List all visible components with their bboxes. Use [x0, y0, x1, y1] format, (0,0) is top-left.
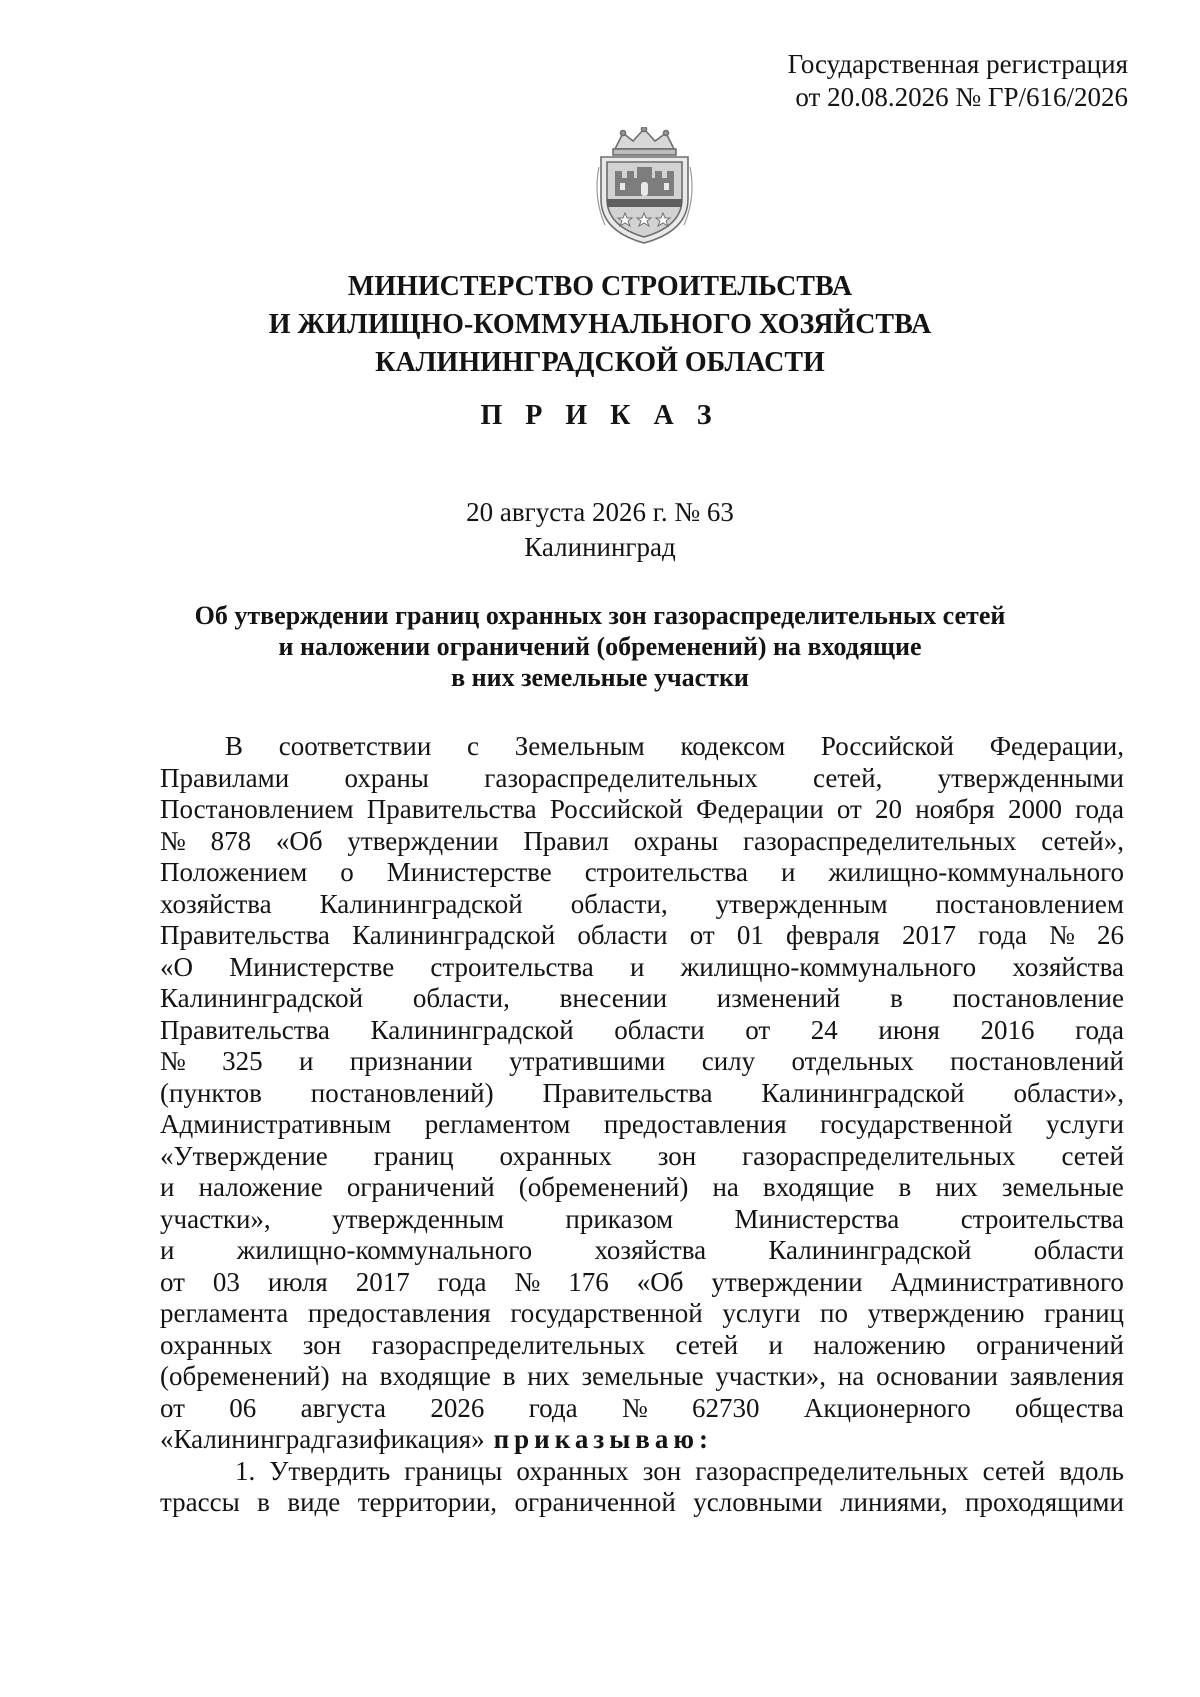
word: и: [781, 857, 796, 887]
body-line: [160, 1361, 1124, 1393]
word: 01: [736, 920, 764, 950]
word: области,: [570, 888, 668, 919]
word: основании: [876, 1361, 998, 1391]
order-date-block: [100, 495, 1100, 565]
word: Калининградской: [319, 888, 523, 919]
word: ограничений: [976, 1329, 1124, 1360]
word: жилищно-коммунального: [236, 1235, 533, 1265]
word: постановлений: [950, 1046, 1124, 1076]
word: 176: [568, 1266, 609, 1297]
word: июля: [267, 1266, 328, 1297]
word: области»,: [1013, 1077, 1124, 1108]
state-registration-stamp: [708, 48, 1128, 114]
body-line: [160, 826, 1124, 858]
word: охранных: [499, 1140, 612, 1171]
word: Акционерного: [803, 1392, 971, 1423]
word: жилищно-коммунального: [680, 951, 977, 982]
body-line: [160, 1015, 1124, 1047]
word: утвержденным: [715, 888, 888, 919]
word: зон: [642, 1455, 682, 1486]
word: от: [689, 920, 715, 950]
word: Земельным: [514, 731, 645, 761]
word: Калининградской: [761, 1077, 965, 1108]
word: по: [820, 1298, 848, 1328]
body-line: [160, 1046, 1124, 1078]
word: вдоль: [1059, 1455, 1124, 1486]
word: утратившими: [509, 1046, 666, 1076]
word: Калининградской: [370, 1014, 574, 1045]
word: Правилами: [160, 762, 290, 793]
word: газораспределительных: [742, 825, 1017, 856]
ministry-line-1: МИНИСТЕРСТВО СТРОИТЕЛЬСТВА: [347, 271, 853, 302]
word: наложение: [198, 1172, 323, 1202]
word: отдельных: [791, 1046, 914, 1076]
ministry-line-2: И ЖИЛИЩНО-КОММУНАЛЬНОГО ХОЗЯЙСТВА: [268, 309, 932, 340]
word: предоставления: [603, 1109, 787, 1139]
word: границы: [404, 1455, 503, 1486]
applicant-name: «Калининградгазификация»: [160, 1424, 485, 1454]
body-line-order-clause: [160, 1424, 1124, 1456]
word: 62730: [692, 1392, 760, 1423]
word: на: [341, 1361, 368, 1391]
word: государственной: [510, 1298, 703, 1328]
word: Правительства: [542, 1077, 713, 1108]
word: сетей: [1061, 1140, 1124, 1171]
word: Министерстве: [229, 951, 395, 982]
word: силу: [701, 1046, 756, 1076]
word: на: [837, 1361, 865, 1391]
word: внесении: [559, 983, 668, 1013]
order-subject: [100, 600, 1100, 693]
word: охранных: [160, 1329, 273, 1360]
word: в: [898, 1172, 912, 1202]
word: в: [890, 983, 903, 1013]
body-line: [160, 889, 1124, 921]
word: №: [1049, 920, 1075, 950]
word: сетей: [675, 1329, 739, 1360]
registration-label: Государственная регистрация: [787, 49, 1128, 79]
word: Административного: [890, 1266, 1124, 1297]
word: и: [768, 1329, 783, 1360]
word: трассы: [160, 1487, 240, 1517]
word: хозяйства: [594, 1235, 707, 1265]
word: Постановлением: [160, 794, 354, 824]
word: Федерации,: [989, 731, 1124, 761]
word: границ: [1044, 1298, 1124, 1328]
word: зон: [657, 1140, 697, 1171]
word: участки»,: [715, 1361, 827, 1391]
word: «Об: [636, 1266, 684, 1297]
word: утверждению: [867, 1298, 1025, 1328]
word: о: [340, 857, 354, 887]
word: ограничений: [346, 1172, 495, 1202]
word: хозяйства: [1012, 951, 1124, 982]
word: области: [1033, 1235, 1124, 1265]
registration-number: от 20.08.2026 № ГР/616/2026: [795, 82, 1128, 112]
word: Утвердить: [269, 1455, 391, 1486]
word: охраны: [344, 762, 429, 793]
word: входящие: [763, 1172, 875, 1202]
body-line: [160, 763, 1124, 795]
word: государственной: [820, 1109, 1013, 1139]
word: виде: [287, 1487, 341, 1517]
word: августа: [300, 1392, 387, 1423]
word: газораспределительных: [484, 762, 758, 793]
word: от: [160, 1392, 185, 1423]
word: в: [502, 1361, 516, 1391]
word: (обременений): [160, 1361, 330, 1391]
word: условными: [693, 1487, 823, 1517]
word: газораспределительных: [742, 1140, 1016, 1171]
body-line: [160, 1235, 1124, 1267]
coat-of-arms-icon: [593, 127, 696, 245]
word: сетей,: [813, 762, 883, 793]
word: 03: [212, 1266, 240, 1297]
body-line: [160, 1172, 1124, 1204]
word: июня: [878, 1014, 940, 1045]
word: года: [1075, 794, 1124, 824]
word: участки»,: [160, 1203, 271, 1234]
word: земельные: [581, 1361, 704, 1391]
word: Калининградской: [160, 983, 364, 1013]
word: (пунктов: [160, 1077, 262, 1108]
word: в: [257, 1487, 270, 1517]
word: постановлений): [310, 1077, 494, 1108]
word: охранных: [516, 1455, 629, 1486]
word: предоставления: [307, 1298, 491, 1328]
word: регламентом: [424, 1109, 571, 1139]
word: строительства: [430, 951, 594, 982]
word: 2016: [980, 1014, 1035, 1045]
word: «О: [160, 951, 193, 982]
word: наложению: [813, 1329, 946, 1360]
word: общества: [1015, 1392, 1124, 1423]
word: области,: [412, 983, 510, 1013]
word: и: [160, 1172, 175, 1202]
word: соответствии: [278, 731, 432, 761]
word: газораспределительных: [695, 1455, 969, 1486]
word: Правительства: [160, 1014, 330, 1045]
word: охраны: [633, 825, 719, 856]
word: «Об: [275, 825, 323, 856]
word: утвержденным: [332, 1203, 504, 1234]
word: признании: [349, 1046, 473, 1076]
word: услуги: [722, 1298, 801, 1328]
word: Федерации: [696, 794, 824, 824]
body-line: [160, 1298, 1124, 1330]
word: «Утверждение: [160, 1140, 328, 1171]
body-line: [160, 1267, 1124, 1299]
item-1-line-2: [160, 1487, 1124, 1519]
word: года: [528, 1392, 578, 1423]
word: Положением: [160, 857, 308, 887]
word: 2017: [355, 1266, 410, 1297]
body-line: [160, 983, 1124, 1015]
word: 2026: [430, 1392, 485, 1423]
body-line: [160, 920, 1124, 952]
word: зон: [302, 1329, 342, 1360]
word: Калининградской: [768, 1235, 972, 1265]
word: ноября: [915, 794, 995, 824]
body-line: [160, 1141, 1124, 1173]
word: 24: [810, 1014, 838, 1045]
word: февраля: [785, 920, 880, 950]
word: Административным: [160, 1109, 392, 1139]
word: 2000: [1007, 794, 1062, 824]
word: линиями,: [840, 1487, 948, 1517]
body-line: [160, 1330, 1124, 1362]
subject-line-3: в них земельные участки: [451, 663, 749, 692]
word: и: [629, 951, 645, 982]
order-city: Калининград: [524, 532, 676, 562]
word: Министерстве: [386, 857, 552, 887]
word: области: [614, 1014, 705, 1045]
word: строительства: [960, 1203, 1124, 1234]
word: сетей: [982, 1455, 1046, 1486]
word: от: [745, 1014, 771, 1045]
word: Правительства: [160, 920, 330, 950]
ministry-heading: [100, 268, 1100, 382]
word: и: [160, 1235, 175, 1265]
word: Калининградской: [352, 920, 556, 950]
body-line: [160, 794, 1124, 826]
word: регламента: [160, 1298, 289, 1328]
word: №: [514, 1266, 541, 1297]
word: №: [621, 1392, 648, 1423]
item-1-line-1: [160, 1456, 1124, 1488]
order-date-number: 20 августа 2026 г. № 63: [466, 497, 734, 527]
word: Правительства: [366, 794, 537, 824]
word: изменений: [716, 983, 841, 1013]
body-line: [160, 731, 1124, 763]
word: области: [577, 920, 668, 950]
subject-line-1: Об утверждении границ охранных зон газораспределительных сетей: [194, 601, 1006, 630]
word: Российской: [549, 794, 683, 824]
word: границ: [373, 1140, 454, 1171]
body-line: [160, 1393, 1124, 1425]
word: услуги: [1046, 1109, 1124, 1139]
word: хозяйства: [160, 888, 272, 919]
word: жилищно-коммунального: [828, 857, 1124, 887]
word: с: [467, 731, 479, 761]
word: постановлением: [935, 888, 1124, 919]
word: территории,: [357, 1487, 498, 1517]
ministry-line-3: КАЛИНИНГРАДСКОЙ ОБЛАСТИ: [375, 347, 825, 378]
word: кодексом: [680, 731, 786, 761]
order-title: П Р И К А З: [480, 400, 720, 431]
word: газораспределительных: [371, 1329, 646, 1360]
word: года: [1075, 1014, 1124, 1045]
word: года: [437, 1266, 487, 1297]
word: ограниченной: [514, 1487, 676, 1517]
word: от: [836, 794, 862, 824]
word: (обременений): [518, 1172, 689, 1202]
word: 26: [1097, 920, 1124, 950]
word: заявления: [1009, 1361, 1124, 1391]
word: №: [160, 1046, 186, 1076]
body-line: [160, 857, 1124, 889]
word: них: [527, 1361, 570, 1391]
body-line: [160, 1078, 1124, 1110]
word: 2017: [901, 920, 956, 950]
word: 878: [210, 825, 252, 856]
word: строительства: [584, 857, 749, 887]
word: 325: [222, 1046, 263, 1076]
word: Российской: [820, 731, 954, 761]
word: 20: [875, 794, 903, 824]
word: утверждении: [347, 825, 499, 856]
word: от: [160, 1266, 185, 1297]
word: утвержденными: [937, 762, 1124, 793]
word: постановление: [952, 983, 1124, 1013]
word: 1.: [235, 1455, 256, 1486]
order-body-text: [160, 731, 1124, 1519]
word: №: [160, 825, 186, 856]
order-word: приказываю:: [493, 1424, 713, 1454]
body-line: [160, 952, 1124, 984]
body-line: [160, 1109, 1124, 1141]
body-line: [160, 1204, 1124, 1236]
word: Министерства: [734, 1203, 900, 1234]
word: Правил: [523, 825, 609, 856]
word: и: [299, 1046, 314, 1076]
word: В: [225, 731, 244, 761]
word: года: [978, 920, 1027, 950]
word: на: [712, 1172, 739, 1202]
word: приказом: [565, 1203, 674, 1234]
word: них: [935, 1172, 978, 1202]
word: входящие: [379, 1361, 491, 1391]
word: 06: [229, 1392, 257, 1423]
word: утверждении: [711, 1266, 863, 1297]
subject-line-2: и наложении ограничений (обременений) на входящие: [278, 632, 922, 661]
word: сетей»,: [1041, 825, 1124, 856]
word: проходящими: [965, 1487, 1124, 1517]
word: земельные: [1001, 1172, 1124, 1202]
